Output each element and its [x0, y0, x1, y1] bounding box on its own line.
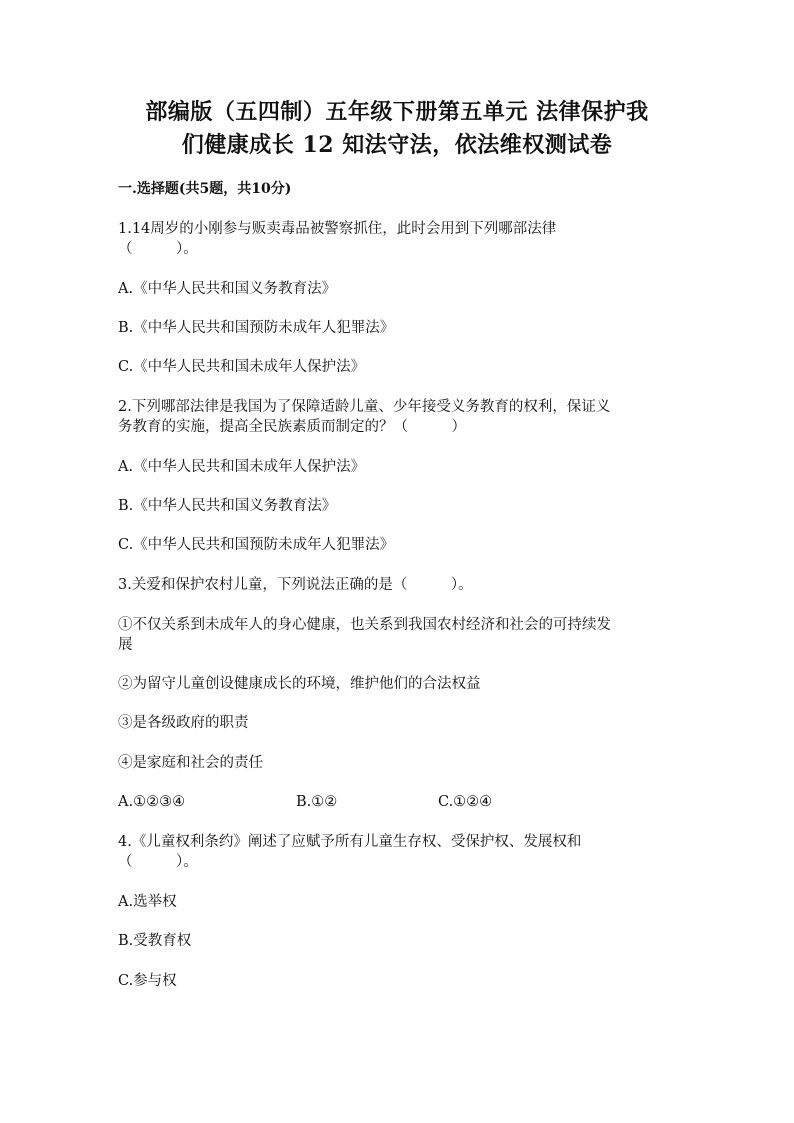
- title-line-2: 们健康成长 12 知法守法，依法维权测试卷: [181, 132, 613, 158]
- question-1-option-b: B.《中华人民共和国预防未成年人犯罪法》: [118, 320, 395, 336]
- question-3-options-row: [118, 792, 678, 812]
- question-3-stem: 3.关爱和保护农村儿童，下列说法正确的是（ ）。: [118, 577, 473, 593]
- question-1-stem-line-1: 1.14周岁的小刚参与贩卖毒品被警察抓住，此时会用到下列哪部法律: [118, 221, 557, 237]
- page-title: [100, 96, 694, 162]
- question-3-statement-4: ④是家庭和社会的责任: [118, 755, 263, 771]
- question-4-stem-line-1: 4.《儿童权利条约》阐述了应赋予所有儿童生存权、受保护权、发展权和: [118, 834, 582, 850]
- question-4-stem-line-2: （ ）。: [118, 854, 198, 870]
- question-3-statement-1: ①不仅关系到未成年人的身心健康，也关系到我国农村经济和社会的可持续发: [118, 617, 611, 633]
- question-3-statement-1-cont: 展: [118, 637, 133, 653]
- title-line-1: 部编版（五四制）五年级下册第五单元 法律保护我: [145, 99, 649, 125]
- question-3-option-a: A.①②③④: [118, 794, 186, 810]
- question-4-option-a: A.选举权: [118, 894, 177, 910]
- question-3-option-b: B.①②: [296, 794, 338, 810]
- section-heading: 一.选择题(共5题，共10分): [118, 181, 292, 197]
- question-3-option-c: C.①②④: [438, 794, 493, 810]
- question-2-stem-line-2: 务教育的实施，提高全民族素质而制定的？（ ）: [118, 419, 466, 435]
- question-1-option-c: C.《中华人民共和国未成年人保护法》: [118, 359, 366, 375]
- question-4-option-c: C.参与权: [118, 973, 177, 989]
- question-4-option-b: B.受教育权: [118, 933, 192, 949]
- question-3-statement-2: ②为留守儿童创设健康成长的环境，维护他们的合法权益: [118, 676, 481, 692]
- question-2-stem-line-1: 2.下列哪部法律是我国为了保障适龄儿童、少年接受义务教育的权利，保证义: [118, 399, 611, 415]
- question-3-statement-3: ③是各级政府的职责: [118, 715, 249, 731]
- question-1-stem-line-2: （ ）。: [118, 241, 198, 257]
- question-1-option-a: A.《中华人民共和国义务教育法》: [118, 281, 337, 297]
- question-2-option-a: A.《中华人民共和国未成年人保护法》: [118, 459, 366, 475]
- question-2-option-b: B.《中华人民共和国义务教育法》: [118, 498, 337, 514]
- question-2-option-c: C.《中华人民共和国预防未成年人犯罪法》: [118, 537, 395, 553]
